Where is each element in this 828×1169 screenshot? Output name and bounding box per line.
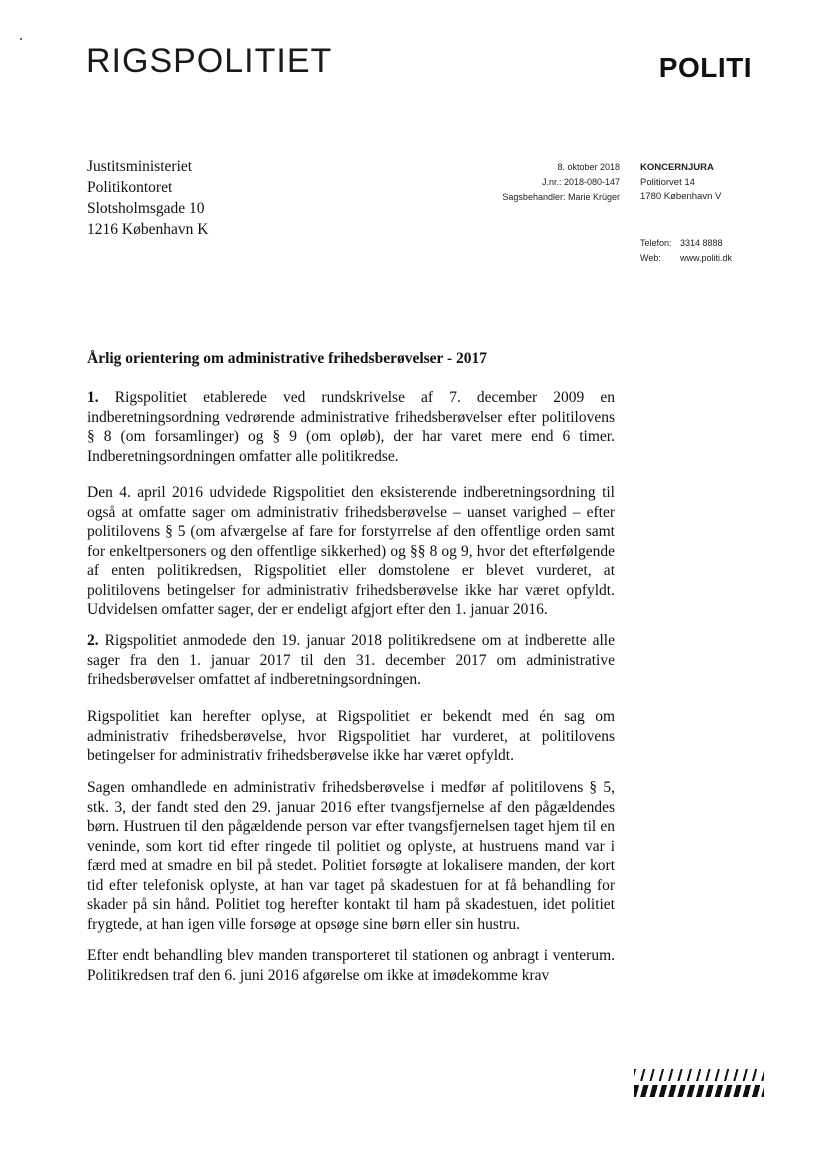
section-number-2: 2. <box>87 632 99 649</box>
paragraph-3 <box>87 631 615 690</box>
paragraph-1 <box>87 388 615 466</box>
contact-block <box>640 236 732 266</box>
web-label: Web: <box>640 253 661 263</box>
section-number-1: 1. <box>87 389 99 406</box>
department-name: KONCERNJURA <box>640 162 714 173</box>
paragraph-6: Efter endt behandling blev manden transporteret til stationen og anbragt i venterum. Politikredsen traf den 6. juni 2016 afgørelse om ikke at imødekomme krav <box>87 947 615 984</box>
paragraph-1-text: Rigspolitiet etablerede ved rundskrivelse af 7. december 2009 en indberetningsordning vedrørende administrative frihedsberøvelser efter politilovens § 8 (om forsamlinger) og § 9 (om opløb), der har varet mere end 6 timer. Indberetningsordningen omfatter alle politikredse. <box>87 389 616 465</box>
politi-stripe-decoration <box>634 1069 764 1081</box>
recipient-line: Politikontoret <box>87 179 173 196</box>
paragraph-4: Rigspolitiet kan herefter oplyse, at Rigspolitiet er bekendt med én sag om administrativ frihedsberøvelse, hvor Rigspolitiet har vurderet, at politilovens betingelser for administrativ frihedsberøvelse ikke har været opfyldt. <box>87 708 615 764</box>
case-handler: Sagsbehandler: Marie Krüger <box>502 192 620 202</box>
letter-title: Årlig orientering om administrative frihedsberøvelser - 2017 <box>87 350 488 367</box>
paragraph-2: Den 4. april 2016 udvidede Rigspolitiet den eksisterende indberetningsordning til også at omfatte sager om administrativ frihedsberøvelse – uanset varighed – efter politilovens § 5 (om afværgelse af fare for forstyrrelse af den offentlige orden samt for enkeltpersoners og den offentlige sikkerhed) og §§ 8 og 9, hvor det efterfølgende af enten politikredsen, Rigspolitiet eller domstolene er blevet vurderet, at politilovens betingelser for administrativ frihedsberøvelse ikke har været opfyldt. Udvidelsen omfatter sager, der er endeligt afgjort efter den 1. januar 2016. <box>87 484 615 618</box>
org-wordmark: RIGSPOLITIET <box>86 42 333 80</box>
web-value: www.politi.dk <box>680 253 733 263</box>
recipient-line: 1216 København K <box>87 221 209 238</box>
letter-date: 8. oktober 2018 <box>557 162 620 172</box>
politi-logo: POLITI <box>658 52 752 83</box>
journal-number: J.nr.: 2018-080-147 <box>541 177 620 187</box>
department-city: 1780 København V <box>640 191 722 202</box>
scan-speck <box>20 38 22 40</box>
department-block <box>640 161 721 205</box>
paragraph-3-text: Rigspolitiet anmodede den 19. januar 2018 politikredsene om at indberette alle sager fra den 1. januar 2017 til den 31. december 2017 om administrative frihedsberøvelser omfattet af indberetningsordningen. <box>87 632 615 688</box>
recipient-address <box>87 156 208 240</box>
letter-meta <box>502 160 620 205</box>
phone-label: Telefon: <box>640 238 672 248</box>
recipient-line: Slotsholmsgade 10 <box>87 200 205 217</box>
web-row <box>640 251 732 266</box>
department-street: Politiorvet 14 <box>640 176 695 188</box>
phone-row <box>640 236 732 251</box>
recipient-line: Justitsministeriet <box>87 158 193 175</box>
politi-stripe-decoration-bold <box>634 1085 764 1097</box>
paragraph-5: Sagen omhandlede en administrativ frihedsberøvelse i medfør af politilovens § 5, stk. 3, der fandt sted den 29. januar 2016 efter tvangsfjernelse af den pågældendes børn. Hustruen til den pågældende person var efter tvangsfjernelsen taget hjem til en veninde, som kort tid efter ringede til politiet og oplyste, at hustruens mand var i færd med at smadre en bil på stedet. Politiet forsøgte at lokalisere manden, der kort tid efter telefonisk oplyste, at han var taget på skadestuen for at få behandling for skader på sin hånd. Politiet tog herefter kontakt til ham på skadestuen, idet politiet frygtede, at han igen ville forsøge at opsøge sine børn eller sin hustru. <box>87 779 615 933</box>
phone-value: 3314 8888 <box>680 238 723 248</box>
